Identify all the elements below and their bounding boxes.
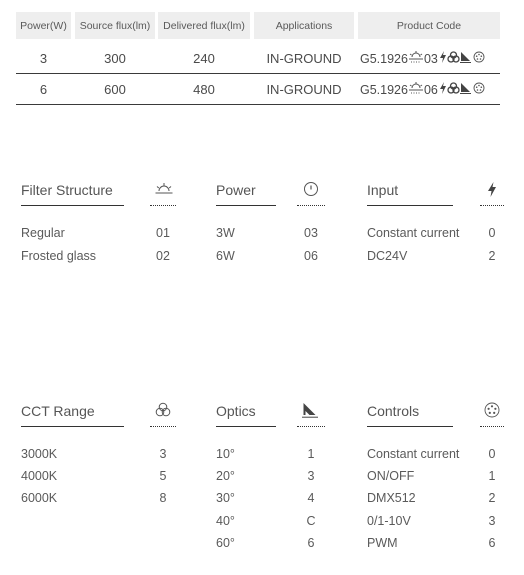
option-label: 3W xyxy=(216,226,235,240)
control-dial-icon xyxy=(473,82,485,97)
option-label: DMX512 xyxy=(367,491,416,505)
sun-filter-icon xyxy=(155,183,173,202)
title-underline xyxy=(21,205,124,206)
lightning-icon xyxy=(439,82,447,97)
section-title: Input xyxy=(367,182,399,198)
section-title: CCT Range xyxy=(21,403,95,419)
cell-delivered-flux: 240 xyxy=(193,51,215,66)
beam-angle-icon xyxy=(460,82,471,97)
cell-product-code xyxy=(360,51,485,66)
option-code: 3 xyxy=(488,514,496,528)
option-label: DC24V xyxy=(367,249,408,263)
icon-dotted-underline xyxy=(150,205,176,206)
option-label: ON/OFF xyxy=(367,469,415,483)
code-power: 03 xyxy=(423,51,438,66)
header-applications: Applications xyxy=(254,12,354,39)
option-label: 60° xyxy=(216,536,235,550)
option-code: 06 xyxy=(304,249,318,263)
icon-dotted-underline xyxy=(480,205,504,206)
title-underline xyxy=(21,426,124,427)
option-label: 3000K xyxy=(21,447,58,461)
option-code: 8 xyxy=(159,491,167,505)
cell-delivered-flux: 480 xyxy=(193,82,215,97)
title-underline xyxy=(216,205,276,206)
option-code: 4 xyxy=(307,491,315,505)
code-prefix: G5.1926 xyxy=(360,82,408,97)
cell-power: 6 xyxy=(39,82,48,97)
option-code: 1 xyxy=(488,469,496,483)
sun-filter-icon xyxy=(409,51,423,66)
code-power: 06 xyxy=(423,82,438,97)
option-label: PWM xyxy=(367,536,398,550)
cell-application: IN-GROUND xyxy=(266,82,342,97)
option-code: 0 xyxy=(488,226,496,240)
row-divider xyxy=(16,73,500,74)
title-underline xyxy=(216,426,276,427)
cell-source-flux: 600 xyxy=(104,82,126,97)
option-code: 2 xyxy=(488,249,496,263)
option-code: 3 xyxy=(307,469,315,483)
option-label: 20° xyxy=(216,469,235,483)
option-label: 40° xyxy=(216,514,235,528)
icon-dotted-underline xyxy=(297,426,325,427)
option-code: 02 xyxy=(156,249,170,263)
header-power: Power(W) xyxy=(16,12,71,39)
option-code: 6 xyxy=(307,536,315,550)
section-title: Filter Structure xyxy=(21,182,113,198)
cell-source-flux: 300 xyxy=(104,51,126,66)
option-code: 01 xyxy=(156,226,170,240)
option-code: 6 xyxy=(488,536,496,550)
option-code: C xyxy=(306,514,316,528)
header-source-flux: Source flux(lm) xyxy=(75,12,155,39)
beam-angle-icon xyxy=(460,51,471,66)
color-circles-icon xyxy=(447,51,460,66)
sun-filter-icon xyxy=(409,82,423,97)
option-label: Constant current xyxy=(367,226,460,240)
icon-dotted-underline xyxy=(297,205,325,206)
option-label: Regular xyxy=(21,226,65,240)
section-title: Optics xyxy=(216,403,256,419)
option-code: 5 xyxy=(159,469,167,483)
option-label: 6W xyxy=(216,249,235,263)
code-prefix: G5.1926 xyxy=(360,51,408,66)
cell-power: 3 xyxy=(39,51,48,66)
lightning-icon xyxy=(487,182,497,202)
beam-angle-icon xyxy=(302,402,318,423)
header-delivered-flux: Delivered flux(lm) xyxy=(158,12,250,39)
option-code: 2 xyxy=(488,491,496,505)
icon-dotted-underline xyxy=(480,426,504,427)
title-underline xyxy=(367,205,453,206)
color-circles-icon xyxy=(447,82,460,97)
control-dial-icon xyxy=(484,402,500,423)
color-circles-icon xyxy=(155,402,171,422)
section-title: Controls xyxy=(367,403,420,419)
option-code: 3 xyxy=(159,447,167,461)
option-label: 10° xyxy=(216,447,235,461)
lightning-icon xyxy=(439,51,447,66)
control-dial-icon xyxy=(473,51,485,66)
option-label: 6000K xyxy=(21,491,58,505)
cell-product-code xyxy=(360,82,485,97)
option-label: 4000K xyxy=(21,469,58,483)
option-label: 30° xyxy=(216,491,235,505)
option-label: 0/1-10V xyxy=(367,514,411,528)
option-code: 0 xyxy=(488,447,496,461)
icon-dotted-underline xyxy=(150,426,176,427)
section-title: Power xyxy=(216,182,256,198)
option-code: 03 xyxy=(304,226,318,240)
header-product-code: Product Code xyxy=(358,12,500,39)
option-label: Frosted glass xyxy=(21,249,97,263)
row-divider xyxy=(16,104,500,105)
option-code: 1 xyxy=(307,447,315,461)
title-underline xyxy=(367,426,453,427)
power-icon xyxy=(303,181,319,202)
cell-application: IN-GROUND xyxy=(266,51,342,66)
option-label: Constant current xyxy=(367,447,460,461)
